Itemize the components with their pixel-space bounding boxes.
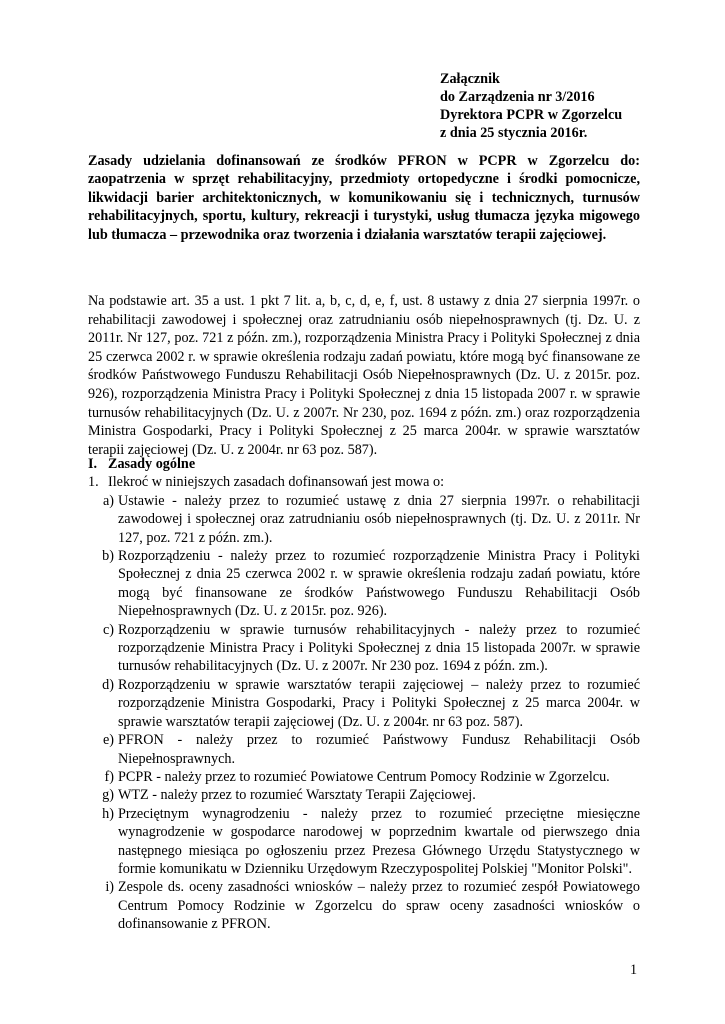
- definition-item: [88, 731, 640, 768]
- section-number: I.: [88, 456, 98, 472]
- section-heading: [88, 455, 640, 473]
- header-line: Dyrektora PCPR w Zgorzelcu: [440, 107, 623, 123]
- definition-text: Rozporządzeniu - należy przez to rozumieć rozporządzenie Ministra Pracy i Polityki Społecznej z dnia 25 czerwca 2002 r. w sprawie określenia rodzaju zadań powiatu, które mogą być finansowane ze środków Państwowego Funduszu Rehabilitacji Osób Niepełnosprawnych (Dz. U. z 2015r. poz. 926).: [118, 548, 640, 620]
- definition-letter: d): [102, 676, 114, 693]
- definition-letter: b): [102, 548, 114, 565]
- section-title: Zasady ogólne: [108, 456, 196, 472]
- definition-item: [88, 492, 640, 547]
- definition-text: Przeciętnym wynagrodzeniu - należy przez to rozumieć przeciętne miesięczne wynagrodzenie w gospodarce narodowej w poprzednim kwartale od pierwszego dnia następnego miesiąca po ogłoszeniu przez Prezesa Głównego Urzędu Statystycznego w formie komunikatu w Dzienniku Urzędowym Rzeczypospolitej Polskiej "Monitor Polski".: [118, 805, 640, 877]
- definition-letter: a): [102, 492, 114, 509]
- definition-letter: e): [102, 732, 114, 749]
- definition-item: [88, 676, 640, 731]
- header-line: do Zarządzenia nr 3/2016: [440, 89, 595, 105]
- definition-text: Rozporządzeniu w sprawie turnusów rehabilitacyjnych - należy przez to rozumieć rozporządzenie Ministra Pracy i Polityki Społecznej z dnia 15 listopada 2007r. w sprawie turnusów rehabilitacyjnych (Dz. U. z 2007r. Nr 230 poz. 1694 z późn. zm.).: [118, 621, 640, 675]
- definitions-list: [88, 492, 640, 934]
- list-intro-text: Ilekroć w niniejszych zasadach dofinansowań jest mowa o:: [108, 474, 445, 491]
- legal-basis-paragraph: Na podstawie art. 35 a ust. 1 pkt 7 lit. a, b, c, d, e, f, ust. 8 ustawy z dnia 27 sierpnia 1997r. o rehabilitacji zawodowej i społecznej oraz zatrudnianiu osób niepełnosprawnych (tj. Dz. U. z 2011r. Nr 127, poz. 721 z późn. zm.), rozporządzenia Ministra Pracy i Polityki Społecznej z dnia 25 czerwca 2002 r. w sprawie określenia rodzaju zadań powiatu, które mogą być finansowane ze środków Państwowego Funduszu Rehabilitacji Osób Niepełnosprawnych (Dz. U. z 2015r. poz. 926), rozporządzenia Ministra Pracy i Polityki Społecznej z dnia 15 listopada 2007 r. w sprawie turnusów rehabilitacyjnych (Dz. U. z 2007r. Nr 230, poz. 1694 z późn. zm.) oraz rozporządzenia Ministra Gospodarki, Pracy i Polityki Społecznej z 25 marca 2004r. w sprawie warsztatów terapii zajęciowej (Dz. U. z 2004r. nr 63 poz. 587).: [88, 293, 640, 458]
- definition-text: Zespole ds. oceny zasadności wniosków – należy przez to rozumieć zespół Powiatowego Centrum Pomocy Rodzinie w Zgorzelcu do spraw oceny zasadności wniosków o dofinansowanie z PFRON.: [118, 879, 640, 933]
- header-line: z dnia 25 stycznia 2016r.: [440, 125, 588, 141]
- definition-letter: h): [102, 805, 114, 822]
- definition-item: [88, 547, 640, 621]
- section-general-rules: [88, 455, 640, 934]
- definition-letter: f): [104, 768, 114, 785]
- page-number: 1: [630, 962, 638, 978]
- list-intro: [88, 473, 640, 491]
- definition-text: Ustawie - należy przez to rozumieć ustawę z dnia 27 sierpnia 1997r. o rehabilitacji zawodowej i społecznej oraz zatrudnianiu osób niepełnosprawnych (tj. Dz. U. z 2011r. Nr 127, poz. 721 z późn. zm.).: [118, 492, 640, 546]
- definition-letter: i): [105, 879, 114, 896]
- definition-text: PCPR - należy przez to rozumieć Powiatowe Centrum Pomocy Rodzinie w Zgorzelcu.: [118, 768, 610, 785]
- definition-text: Rozporządzeniu w sprawie warsztatów terapii zajęciowej – należy przez to rozumieć rozporządzenie Ministra Gospodarki, Pracy i Polityki Społecznej z 25 marca 2004r. w sprawie warsztatów terapii zajęciowej (Dz. U. z 2004r. nr 63 poz. 587).: [118, 676, 640, 730]
- definition-item: [88, 768, 640, 786]
- definition-text: WTZ - należy przez to rozumieć Warsztaty Terapii Zajęciowej.: [118, 787, 476, 804]
- list-intro-number: 1.: [88, 474, 99, 491]
- attachment-header: [440, 70, 710, 142]
- definition-letter: c): [102, 621, 114, 638]
- definition-item: [88, 621, 640, 676]
- header-line: Załącznik: [440, 71, 500, 87]
- definition-item: [88, 878, 640, 933]
- definition-item: [88, 805, 640, 879]
- definition-letter: g): [102, 787, 114, 804]
- document-title: Zasady udzielania dofinansowań ze środków PFRON w PCPR w Zgorzelcu do: zaopatrzenia w sprzęt rehabilitacyjny, przedmioty ortopedyczne i środki pomocnicze, likwidacji barier architektonicznych, w komunikowaniu się i technicznych, turnusów rehabilitacyjnych, sportu, kultury, rekreacji i turystyki, usług tłumacza języka migowego lub tłumacza – przewodnika oraz tworzenia i działania warsztatów terapii zajęciowej.: [88, 153, 640, 243]
- definition-item: [88, 786, 640, 804]
- definition-text: PFRON - należy przez to rozumieć Państwowy Fundusz Rehabilitacji Osób Niepełnosprawnych.: [118, 732, 640, 767]
